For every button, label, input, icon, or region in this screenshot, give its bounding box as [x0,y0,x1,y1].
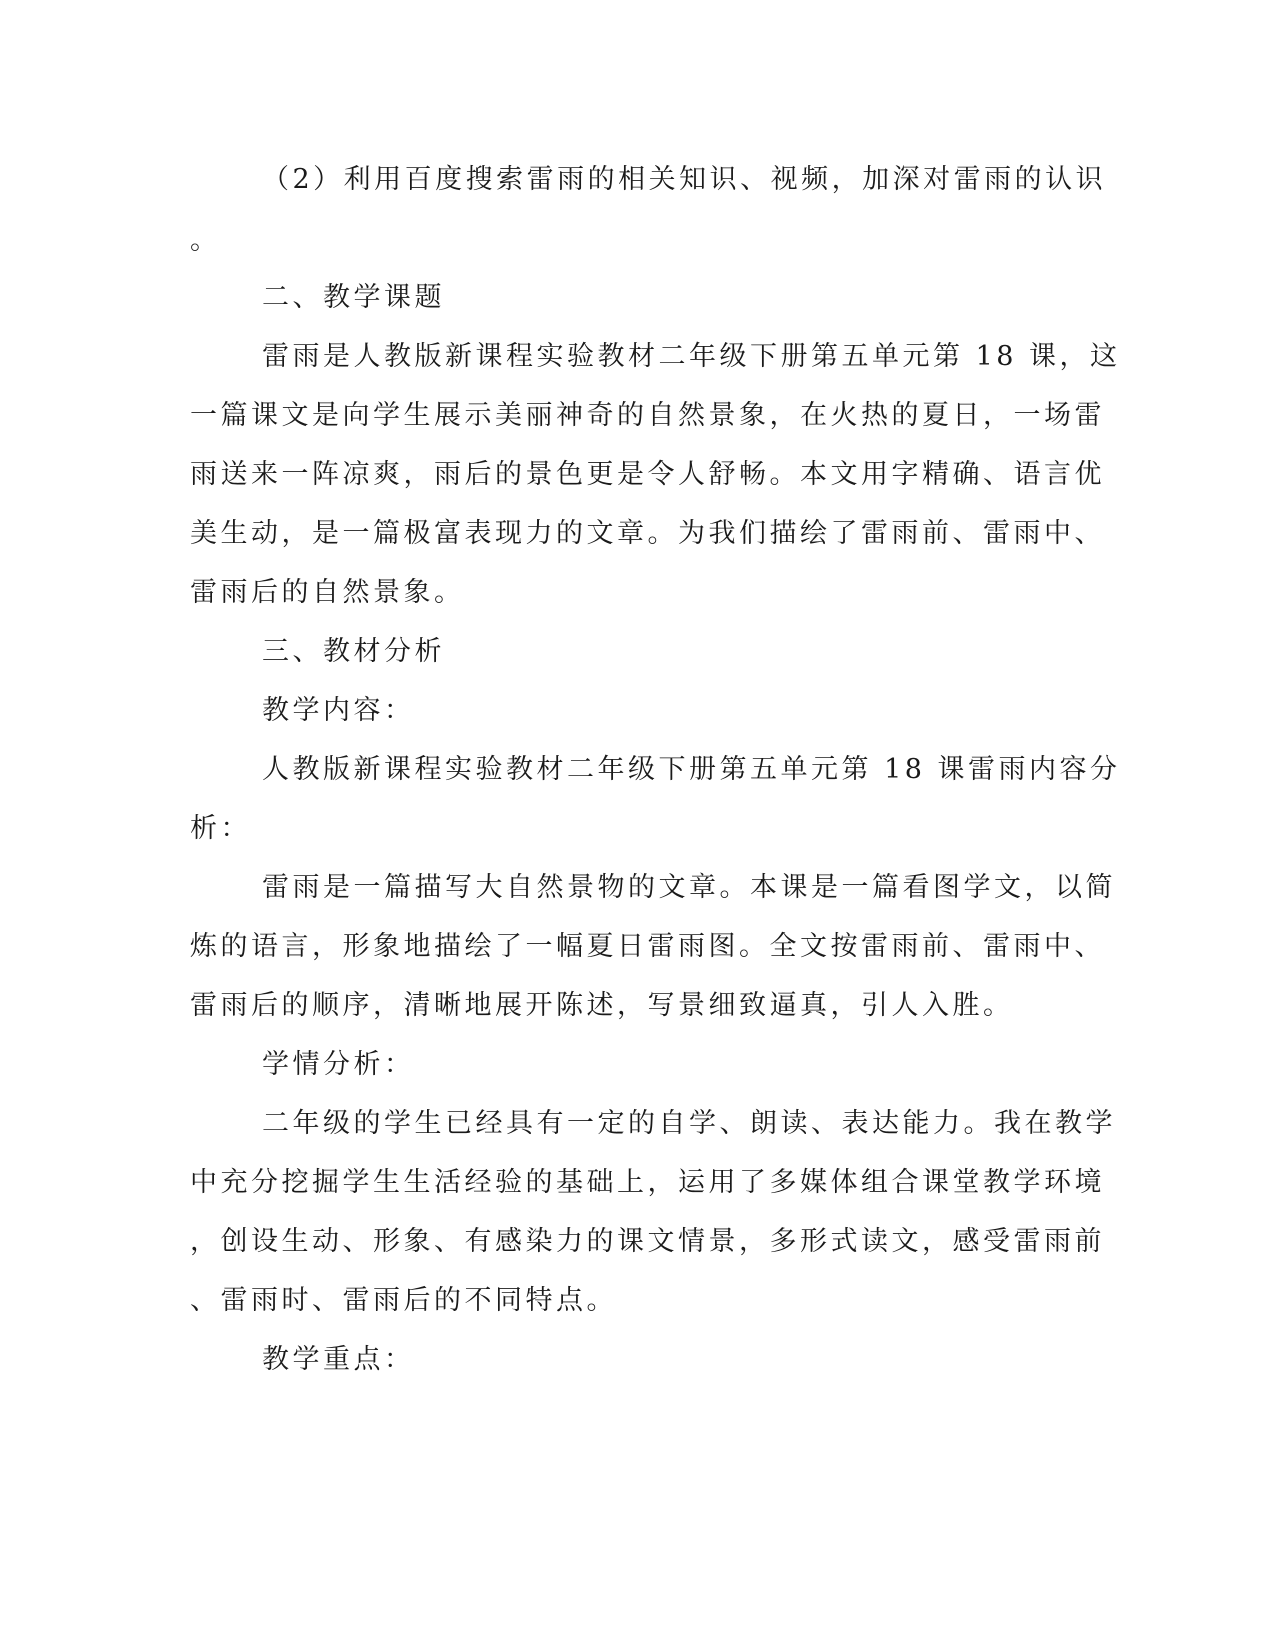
paragraph-line: （2）利用百度搜索雷雨的相关知识、视频，加深对雷雨的认识 [262,164,1107,195]
paragraph-line: 雷雨后的顺序，清晰地展开陈述，写景细致逼真，引人入胜。 [190,990,1014,1021]
paragraph-line: 人教版新课程实验教材二年级下册第五单元第 18 课雷雨内容分 [262,754,1121,785]
paragraph-line: 美生动，是一篇极富表现力的文章。为我们描绘了雷雨前、雷雨中、 [190,518,1105,549]
paragraph-line: 雷雨是一篇描写大自然景物的文章。本课是一篇看图学文，以简 [262,872,1116,903]
paragraph-line: 雨送来一阵凉爽，雨后的景色更是令人舒畅。本文用字精确、语言优 [190,459,1105,490]
subsection-heading: 教学重点： [262,1344,415,1375]
section-heading: 三、教材分析 [262,636,445,667]
paragraph-line: 中充分挖掘学生生活经验的基础上，运用了多媒体组合课堂教学环境 [190,1167,1105,1198]
section-heading: 二、教学课题 [262,282,445,313]
paragraph-line: 一篇课文是向学生展示美丽神奇的自然景象，在火热的夏日，一场雷 [190,400,1105,431]
paragraph-line: 二年级的学生已经具有一定的自学、朗读、表达能力。我在教学 [262,1108,1116,1139]
subsection-heading: 教学内容： [262,695,415,726]
paragraph-line: ，创设生动、形象、有感染力的课文情景，多形式读文，感受雷雨前 [190,1226,1105,1257]
subsection-heading: 学情分析： [262,1049,415,1080]
paragraph-line: 雷雨是人教版新课程实验教材二年级下册第五单元第 18 课，这 [262,341,1121,372]
paragraph-line: 。 [190,225,221,256]
paragraph-line: 炼的语言，形象地描绘了一幅夏日雷雨图。全文按雷雨前、雷雨中、 [190,931,1105,962]
paragraph-line: 雷雨后的自然景象。 [190,577,465,608]
paragraph-line: 析： [190,813,251,844]
paragraph-line: 、雷雨时、雷雨后的不同特点。 [190,1285,617,1316]
